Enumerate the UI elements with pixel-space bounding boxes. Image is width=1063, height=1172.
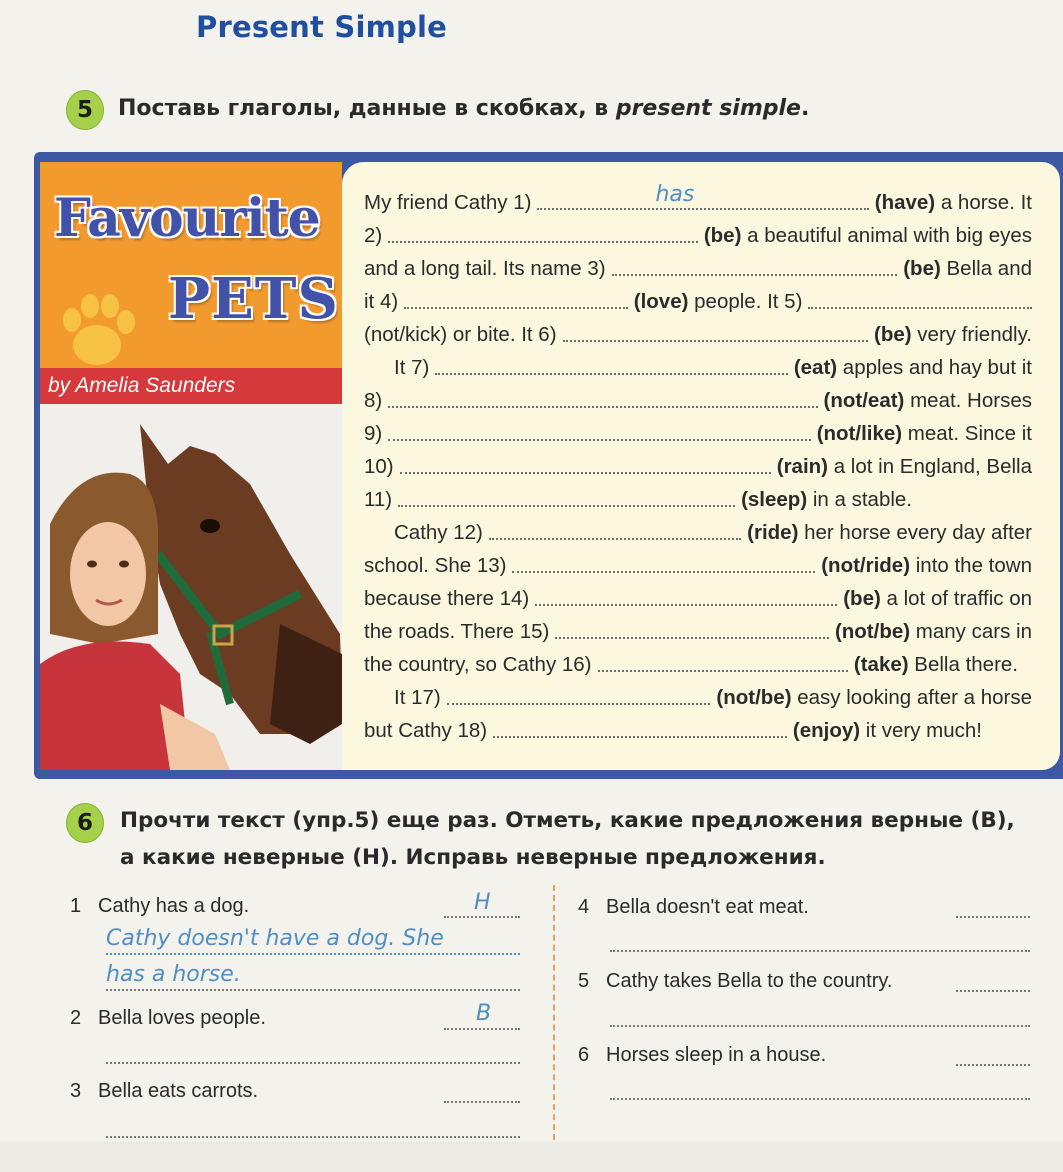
blank-4[interactable] (404, 307, 628, 309)
blank-2[interactable] (388, 241, 698, 243)
blank-11[interactable] (398, 505, 735, 507)
verb-hint: (eat) (793, 356, 838, 379)
verb-hint: (be) (874, 323, 912, 346)
statement-number: 6 (578, 1044, 590, 1066)
cover-title-favourite: Favourite (54, 188, 320, 249)
exercise-5-instruction (118, 96, 809, 121)
page-bottom-edge (0, 1142, 1063, 1172)
correction-blank-5[interactable] (610, 1025, 1030, 1027)
line-text: the country, so Cathy 16) (364, 653, 592, 676)
story-line (364, 714, 1032, 747)
line-text: Bella there. (908, 653, 1018, 676)
statement-number: 2 (70, 1007, 82, 1029)
instruction-text: Поставь глаголы, данные в скобках, в (118, 96, 616, 121)
cover-author: by Amelia Saunders (48, 374, 236, 397)
story-line (364, 582, 1032, 615)
line-text: a horse. It (935, 191, 1032, 214)
statement-2 (70, 1007, 266, 1030)
line-text: 10) (364, 455, 394, 478)
verb-hint: (take) (853, 653, 909, 676)
story-text (364, 181, 1032, 747)
line-text: because there 14) (364, 587, 530, 610)
statement-text: Cathy has a dog. (98, 895, 250, 917)
line-text: meat. Since it (902, 422, 1032, 445)
exercise-6-instruction-line1: Прочти текст (упр.5) еще раз. Отметь, какие предложения верные (В), (120, 808, 1015, 833)
verb-hint: (be) (703, 224, 742, 247)
line-text: many cars in (910, 620, 1032, 643)
story-line (364, 285, 1032, 318)
mark-answer-2: B (476, 1001, 492, 1026)
story-line (364, 384, 1032, 417)
line-text: 8) (364, 389, 383, 412)
story-line (364, 516, 1032, 549)
exercise-6-badge: 6 (66, 803, 104, 843)
story-line (364, 219, 1032, 252)
girl-with-horse-photo (40, 404, 342, 770)
line-text: her horse every day after (798, 521, 1032, 544)
line-text: a lot in England, Bella (828, 455, 1032, 478)
statement-text: Horses sleep in a house. (606, 1044, 827, 1066)
statement-text: Bella eats carrots. (98, 1080, 259, 1102)
cover-title-pets: PETS (168, 266, 339, 332)
book-cover (40, 162, 342, 770)
mark-blank-1[interactable] (444, 916, 520, 918)
mark-answer-1: H (474, 890, 491, 915)
statement-text: Cathy takes Bella to the country. (606, 970, 893, 992)
story-line (364, 252, 1032, 285)
line-text: very friendly. (911, 323, 1032, 346)
statement-1 (70, 895, 249, 918)
story-line (364, 351, 1032, 384)
correction-blank-2[interactable] (106, 1062, 520, 1064)
statement-text: Bella doesn't eat meat. (606, 896, 809, 918)
line-text: and a long tail. Its name 3) (364, 257, 606, 280)
line-text: it 4) (364, 290, 399, 313)
story-line (364, 483, 1032, 516)
line-text: (not/kick) or bite. It 6) (364, 323, 557, 346)
exercise-6-instruction-line2: а какие неверные (Н). Исправь неверные предложения. (120, 845, 826, 870)
exercise-5-badge: 5 (66, 90, 104, 130)
paw-icon (52, 290, 142, 370)
blank-7[interactable] (435, 373, 787, 375)
blank-12[interactable] (489, 538, 741, 540)
blank-1[interactable] (537, 181, 868, 210)
blank-17[interactable] (447, 703, 711, 705)
blank-15[interactable] (555, 637, 829, 639)
story-line (364, 181, 1032, 219)
verb-hint: (rain) (776, 455, 828, 478)
statement-number: 1 (70, 895, 82, 917)
verb-hint: (love) (633, 290, 689, 313)
mark-blank-3[interactable] (444, 1101, 520, 1103)
line-text: into the town (910, 554, 1032, 577)
verb-hint: (not/be) (716, 686, 792, 709)
line-text: school. She 13) (364, 554, 507, 577)
correction-line-2: has a horse. (106, 962, 241, 987)
story-line (364, 615, 1032, 648)
instruction-end: . (800, 96, 810, 121)
mark-blank-4[interactable] (956, 916, 1030, 918)
correction-line-1: Cathy doesn't have a dog. She (106, 926, 444, 951)
page-title: Present Simple (196, 10, 447, 44)
correction-blank-1b[interactable] (106, 989, 520, 991)
blank-9[interactable] (388, 439, 810, 441)
verb-hint: (enjoy) (792, 719, 861, 742)
line-text: in a stable. (807, 488, 912, 511)
line-text: people. It 5) (688, 290, 803, 313)
statement-number: 4 (578, 896, 590, 918)
story-line (364, 450, 1032, 483)
correction-blank-6[interactable] (610, 1098, 1030, 1100)
correction-blank-3[interactable] (106, 1136, 520, 1138)
story-line (364, 417, 1032, 450)
line-text: but Cathy 18) (364, 719, 488, 742)
statement-number: 3 (70, 1080, 82, 1102)
line-text: 11) (364, 488, 393, 511)
statement-number: 5 (578, 970, 590, 992)
statement-6 (578, 1044, 826, 1067)
line-text: easy looking after a horse (791, 686, 1032, 709)
line-text: the roads. There 15) (364, 620, 550, 643)
line-text: meat. Horses (904, 389, 1032, 412)
verb-hint: (not/ride) (821, 554, 911, 577)
verb-hint: (not/like) (816, 422, 903, 445)
blank-6[interactable] (563, 340, 869, 342)
blank-14[interactable] (535, 604, 837, 606)
blank-8[interactable] (388, 406, 817, 408)
blank-18[interactable] (493, 736, 787, 738)
verb-hint: (not/eat) (823, 389, 905, 412)
statement-3 (70, 1080, 258, 1103)
mark-blank-5[interactable] (956, 990, 1030, 992)
correction-blank-4[interactable] (610, 950, 1030, 952)
line-text: it very much! (860, 719, 982, 742)
line-text: It 17) (394, 686, 441, 709)
line-text: 9) (364, 422, 383, 445)
story-line (364, 681, 1032, 714)
blank-5[interactable] (808, 307, 1032, 309)
line-text: a beautiful animal with big eyes (741, 224, 1032, 247)
verb-hint: (be) (903, 257, 941, 280)
statement-text: Bella loves people. (98, 1007, 266, 1029)
verb-hint: (ride) (747, 521, 799, 544)
correction-blank-1a[interactable] (106, 953, 520, 955)
verb-hint: (have) (874, 191, 936, 214)
instruction-emphasis: present simple (615, 96, 801, 121)
story-line (364, 648, 1032, 681)
line-text: It 7) (394, 356, 430, 379)
handwritten-answer: has (655, 181, 695, 207)
mark-blank-2[interactable] (444, 1028, 520, 1030)
story-line (364, 549, 1032, 582)
line-text: My friend Cathy 1) (364, 191, 532, 214)
line-text: a lot of traffic on (880, 587, 1032, 610)
verb-hint: (be) (843, 587, 881, 610)
line-text: 2) (364, 224, 383, 247)
verb-hint: (sleep) (741, 488, 808, 511)
blank-3[interactable] (612, 274, 898, 276)
line-text: Bella and (940, 257, 1032, 280)
statement-4 (578, 896, 809, 919)
column-divider (553, 885, 555, 1140)
blank-16[interactable] (598, 670, 848, 672)
line-text: Cathy 12) (394, 521, 483, 544)
line-text: apples and hay but it (837, 356, 1032, 379)
blank-10[interactable] (400, 472, 771, 474)
mark-blank-6[interactable] (956, 1064, 1030, 1066)
verb-hint: (not/be) (834, 620, 911, 643)
story-line (364, 318, 1032, 351)
blank-13[interactable] (512, 571, 815, 573)
statement-5 (578, 970, 892, 993)
